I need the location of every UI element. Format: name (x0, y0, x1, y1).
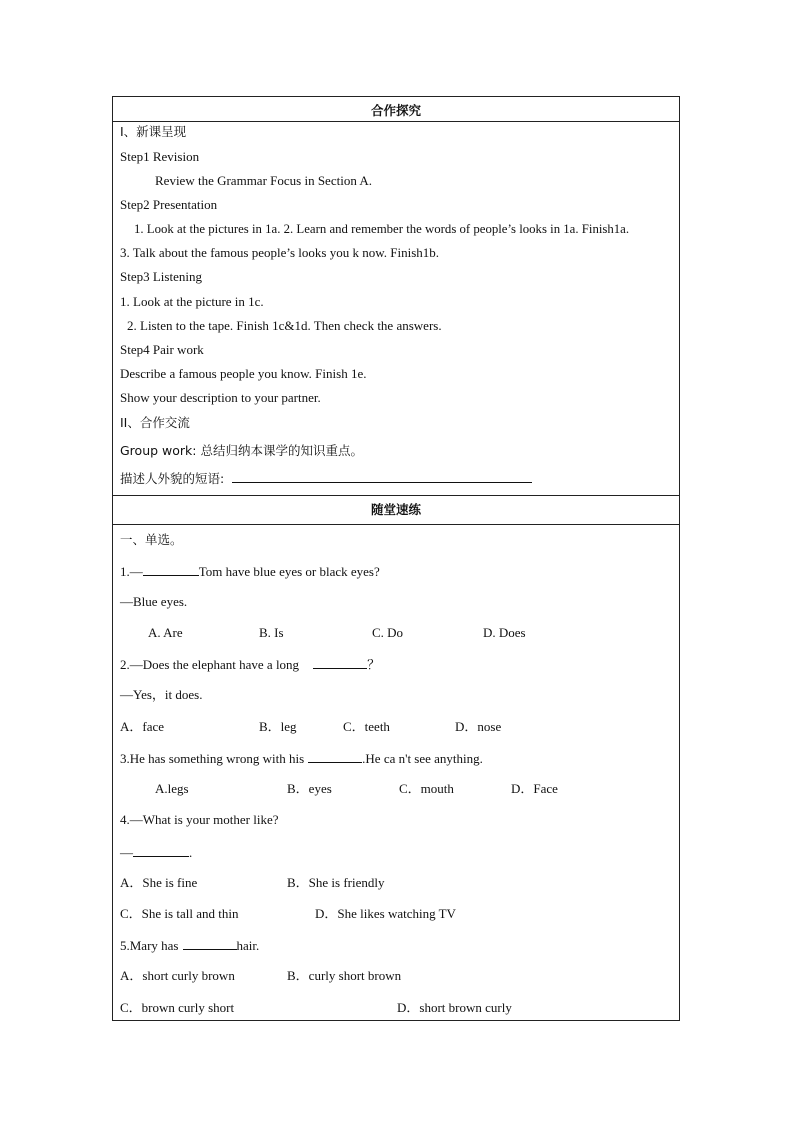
q5-option-b[interactable]: B．curly short brown (287, 968, 402, 983)
q5-question: 5.Mary has hair. (120, 938, 260, 953)
q1-blank[interactable] (143, 563, 199, 576)
exercise-title: 一、单选。 (120, 532, 183, 547)
q2-option-d[interactable]: D．nose (455, 719, 502, 734)
phrases-answer-blank[interactable] (232, 470, 532, 483)
step4-task2: Show your description to your partner. (120, 390, 321, 405)
step1-label: Step1 Revision (120, 149, 200, 164)
phrases-line (120, 470, 532, 487)
q2-question: 2.—Does the elephant have a long ？ (120, 657, 381, 672)
divider (113, 524, 679, 525)
q5-option-a[interactable]: A．short curly brown (120, 968, 235, 983)
q1-reply: —Blue eyes. (120, 594, 188, 609)
q5-blank[interactable] (183, 937, 237, 950)
q4-option-c[interactable]: C．She is tall and thin (120, 906, 239, 921)
q4-blank[interactable] (133, 844, 189, 857)
step3-label: Step3 Listening (120, 269, 202, 284)
q1-option-b[interactable]: B. Is (259, 625, 284, 640)
q4-option-a[interactable]: A．She is fine (120, 875, 198, 890)
q3-option-c[interactable]: C．mouth (399, 781, 454, 796)
step2-task1: 1. Look at the pictures in 1a. 2. Learn and remember the words of people’s looks in 1a. Finish1a. (134, 222, 630, 236)
step4-label: Step4 Pair work (120, 342, 204, 357)
divider (113, 121, 679, 122)
step3-task1: 1. Look at the picture in 1c. (120, 294, 264, 309)
group-work: Group work: 总结归纳本课学的知识重点。 (120, 443, 363, 458)
step3-task2: 2. Listen to the tape. Finish 1c&1d. Then check the answers. (127, 318, 442, 333)
q2-option-a[interactable]: A．face (120, 719, 165, 734)
section2-header: 随堂速练 (370, 502, 421, 517)
q3-question: 3.He has something wrong with his .He ca n't see anything. (120, 751, 483, 766)
q5-option-c[interactable]: C．brown curly short (120, 1000, 235, 1015)
q3-option-b[interactable]: B．eyes (287, 781, 332, 796)
q2-option-b[interactable]: B．leg (259, 719, 297, 734)
q4-question: 4.—What is your mother like? (120, 812, 279, 827)
section1-header: 合作探究 (370, 103, 421, 118)
step2-label: Step2 Presentation (120, 197, 218, 212)
step1-task: Review the Grammar Focus in Section A. (155, 173, 372, 188)
step4-task1: Describe a famous people you know. Finish 1e. (120, 366, 367, 381)
q5-option-d[interactable]: D．short brown curly (397, 1000, 512, 1015)
part1-title: I、新课呈现 (120, 124, 187, 139)
q4-option-d[interactable]: D．She likes watching TV (315, 906, 456, 921)
part2-title: II、合作交流 (120, 415, 190, 430)
q1-option-c[interactable]: C. Do (372, 625, 404, 640)
q2-reply: —Yes，it does. (120, 687, 203, 702)
q3-blank[interactable] (308, 750, 362, 763)
divider (113, 495, 679, 496)
q3-option-a[interactable]: A.legs (155, 781, 189, 796)
phrases-label: 描述人外貌的短语: (120, 471, 225, 486)
q4-reply: — . (120, 845, 193, 860)
q2-blank[interactable] (313, 656, 367, 669)
q1-question: 1.— Tom have blue eyes or black eyes? (120, 564, 380, 579)
worksheet-table (112, 96, 680, 1021)
q2-option-c[interactable]: C．teeth (343, 719, 390, 734)
q3-option-d[interactable]: D．Face (511, 781, 558, 796)
q4-option-b[interactable]: B．She is friendly (287, 875, 385, 890)
step2-task3: 3. Talk about the famous people’s looks you k now. Finish1b. (120, 245, 440, 260)
q1-option-d[interactable]: D. Does (483, 625, 526, 640)
q1-option-a[interactable]: A. Are (148, 625, 183, 640)
